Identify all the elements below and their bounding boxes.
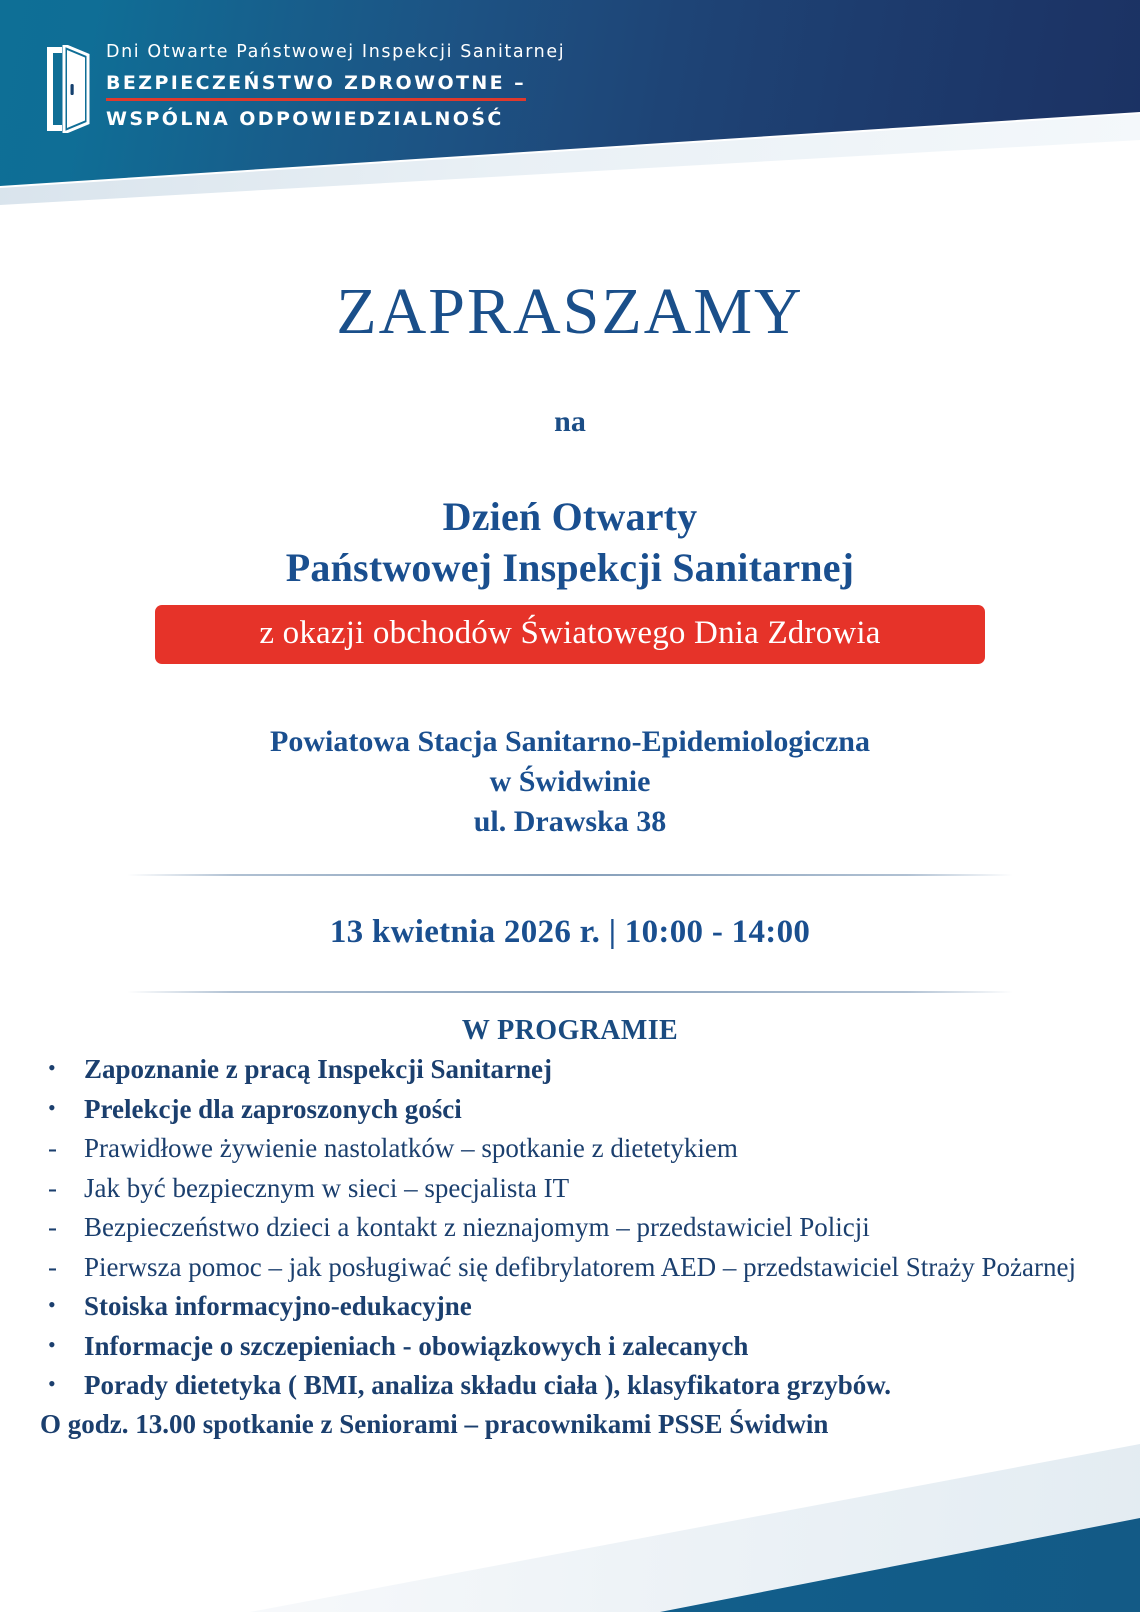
program-item <box>40 1052 1100 1087</box>
venue-block <box>0 722 1140 842</box>
program-item <box>40 1329 1100 1364</box>
bullet-icon: • <box>48 1055 56 1081</box>
open-door-icon <box>44 45 92 133</box>
invitation-headline: ZAPRASZAMY <box>336 275 804 348</box>
dash-icon: - <box>48 1251 57 1282</box>
divider-top <box>127 874 1013 876</box>
logo-lockup <box>44 42 565 134</box>
program-item <box>40 1368 1100 1403</box>
header-slogan-line2: WSPÓLNA ODPOWIEDZIALNOŚĆ <box>106 108 504 131</box>
bullet-icon: • <box>48 1371 56 1397</box>
program-item <box>40 1289 1100 1324</box>
program-heading: W PROGRAMIE <box>461 1015 679 1047</box>
program-item-label: Prelekcje dla zaproszonych gości <box>84 1093 462 1124</box>
bullet-icon: • <box>48 1292 56 1318</box>
venue-organization: Powiatowa Stacja Sanitarno-Epidemiologiczna <box>270 725 870 759</box>
event-title-line-1: Dzień Otwarty <box>442 494 698 539</box>
divider-bottom <box>127 991 1013 993</box>
header-slogan-line1: BEZPIECZEŃSTWO ZDROWOTNE – <box>106 69 526 102</box>
program-item <box>40 1210 1100 1245</box>
poster-header <box>0 0 1140 205</box>
venue-street: ul. Drawska 38 <box>473 805 667 839</box>
header-tagline: Dni Otwarte Państwowej Inspekcji Sanitarnej <box>106 42 566 62</box>
occasion-banner: z okazji obchodów Światowego Dnia Zdrowia <box>155 605 985 664</box>
dash-icon: - <box>48 1212 57 1243</box>
program-item <box>40 1250 1100 1285</box>
event-datetime: 13 kwietnia 2026 r. | 10:00 - 14:00 <box>329 914 811 951</box>
program-closing-note: O godz. 13.00 spotkanie z Seniorami – pracownikami PSSE Świdwin <box>40 1408 829 1439</box>
event-title <box>0 491 1140 593</box>
program-list <box>0 1052 1140 1403</box>
program-item-label: Zapoznanie z pracą Inspekcji Sanitarnej <box>84 1054 553 1085</box>
program-item <box>40 1092 1100 1127</box>
program-item-label: Porady dietetyka ( BMI, analiza składu ciała ), klasyfikatora grzybów. <box>84 1370 892 1401</box>
program-item-label: Bezpieczeństwo dzieci a kontakt z nieznajomym – przedstawiciel Policji <box>84 1212 870 1243</box>
poster-footer <box>0 1422 1140 1612</box>
program-item <box>40 1131 1100 1166</box>
program-item-label: Stoiska informacyjno-edukacyjne <box>84 1291 472 1322</box>
program-item-label: Jak być bezpiecznym w sieci – specjalista IT <box>84 1172 570 1203</box>
event-title-line-2: Państwowej Inspekcji Sanitarnej <box>285 545 855 591</box>
program-item-label: Prawidłowe żywienie nastolatków – spotkanie z dietetykiem <box>84 1133 738 1164</box>
header-wordmark <box>106 42 565 134</box>
dash-icon: - <box>48 1133 57 1164</box>
venue-city: w Świdwinie <box>489 765 651 799</box>
poster-content <box>0 205 1140 1442</box>
program-item-label: Pierwsza pomoc – jak posługiwać się defibrylatorem AED – przedstawiciel Straży Pożarnej <box>84 1251 1076 1282</box>
bullet-icon: • <box>48 1094 56 1120</box>
dash-icon: - <box>48 1172 57 1203</box>
program-item-label: Informacje o szczepieniach - obowiązkowych i zalecanych <box>84 1330 749 1361</box>
invitation-connector: na <box>554 405 586 438</box>
bullet-icon: • <box>48 1331 56 1357</box>
program-item <box>40 1171 1100 1206</box>
